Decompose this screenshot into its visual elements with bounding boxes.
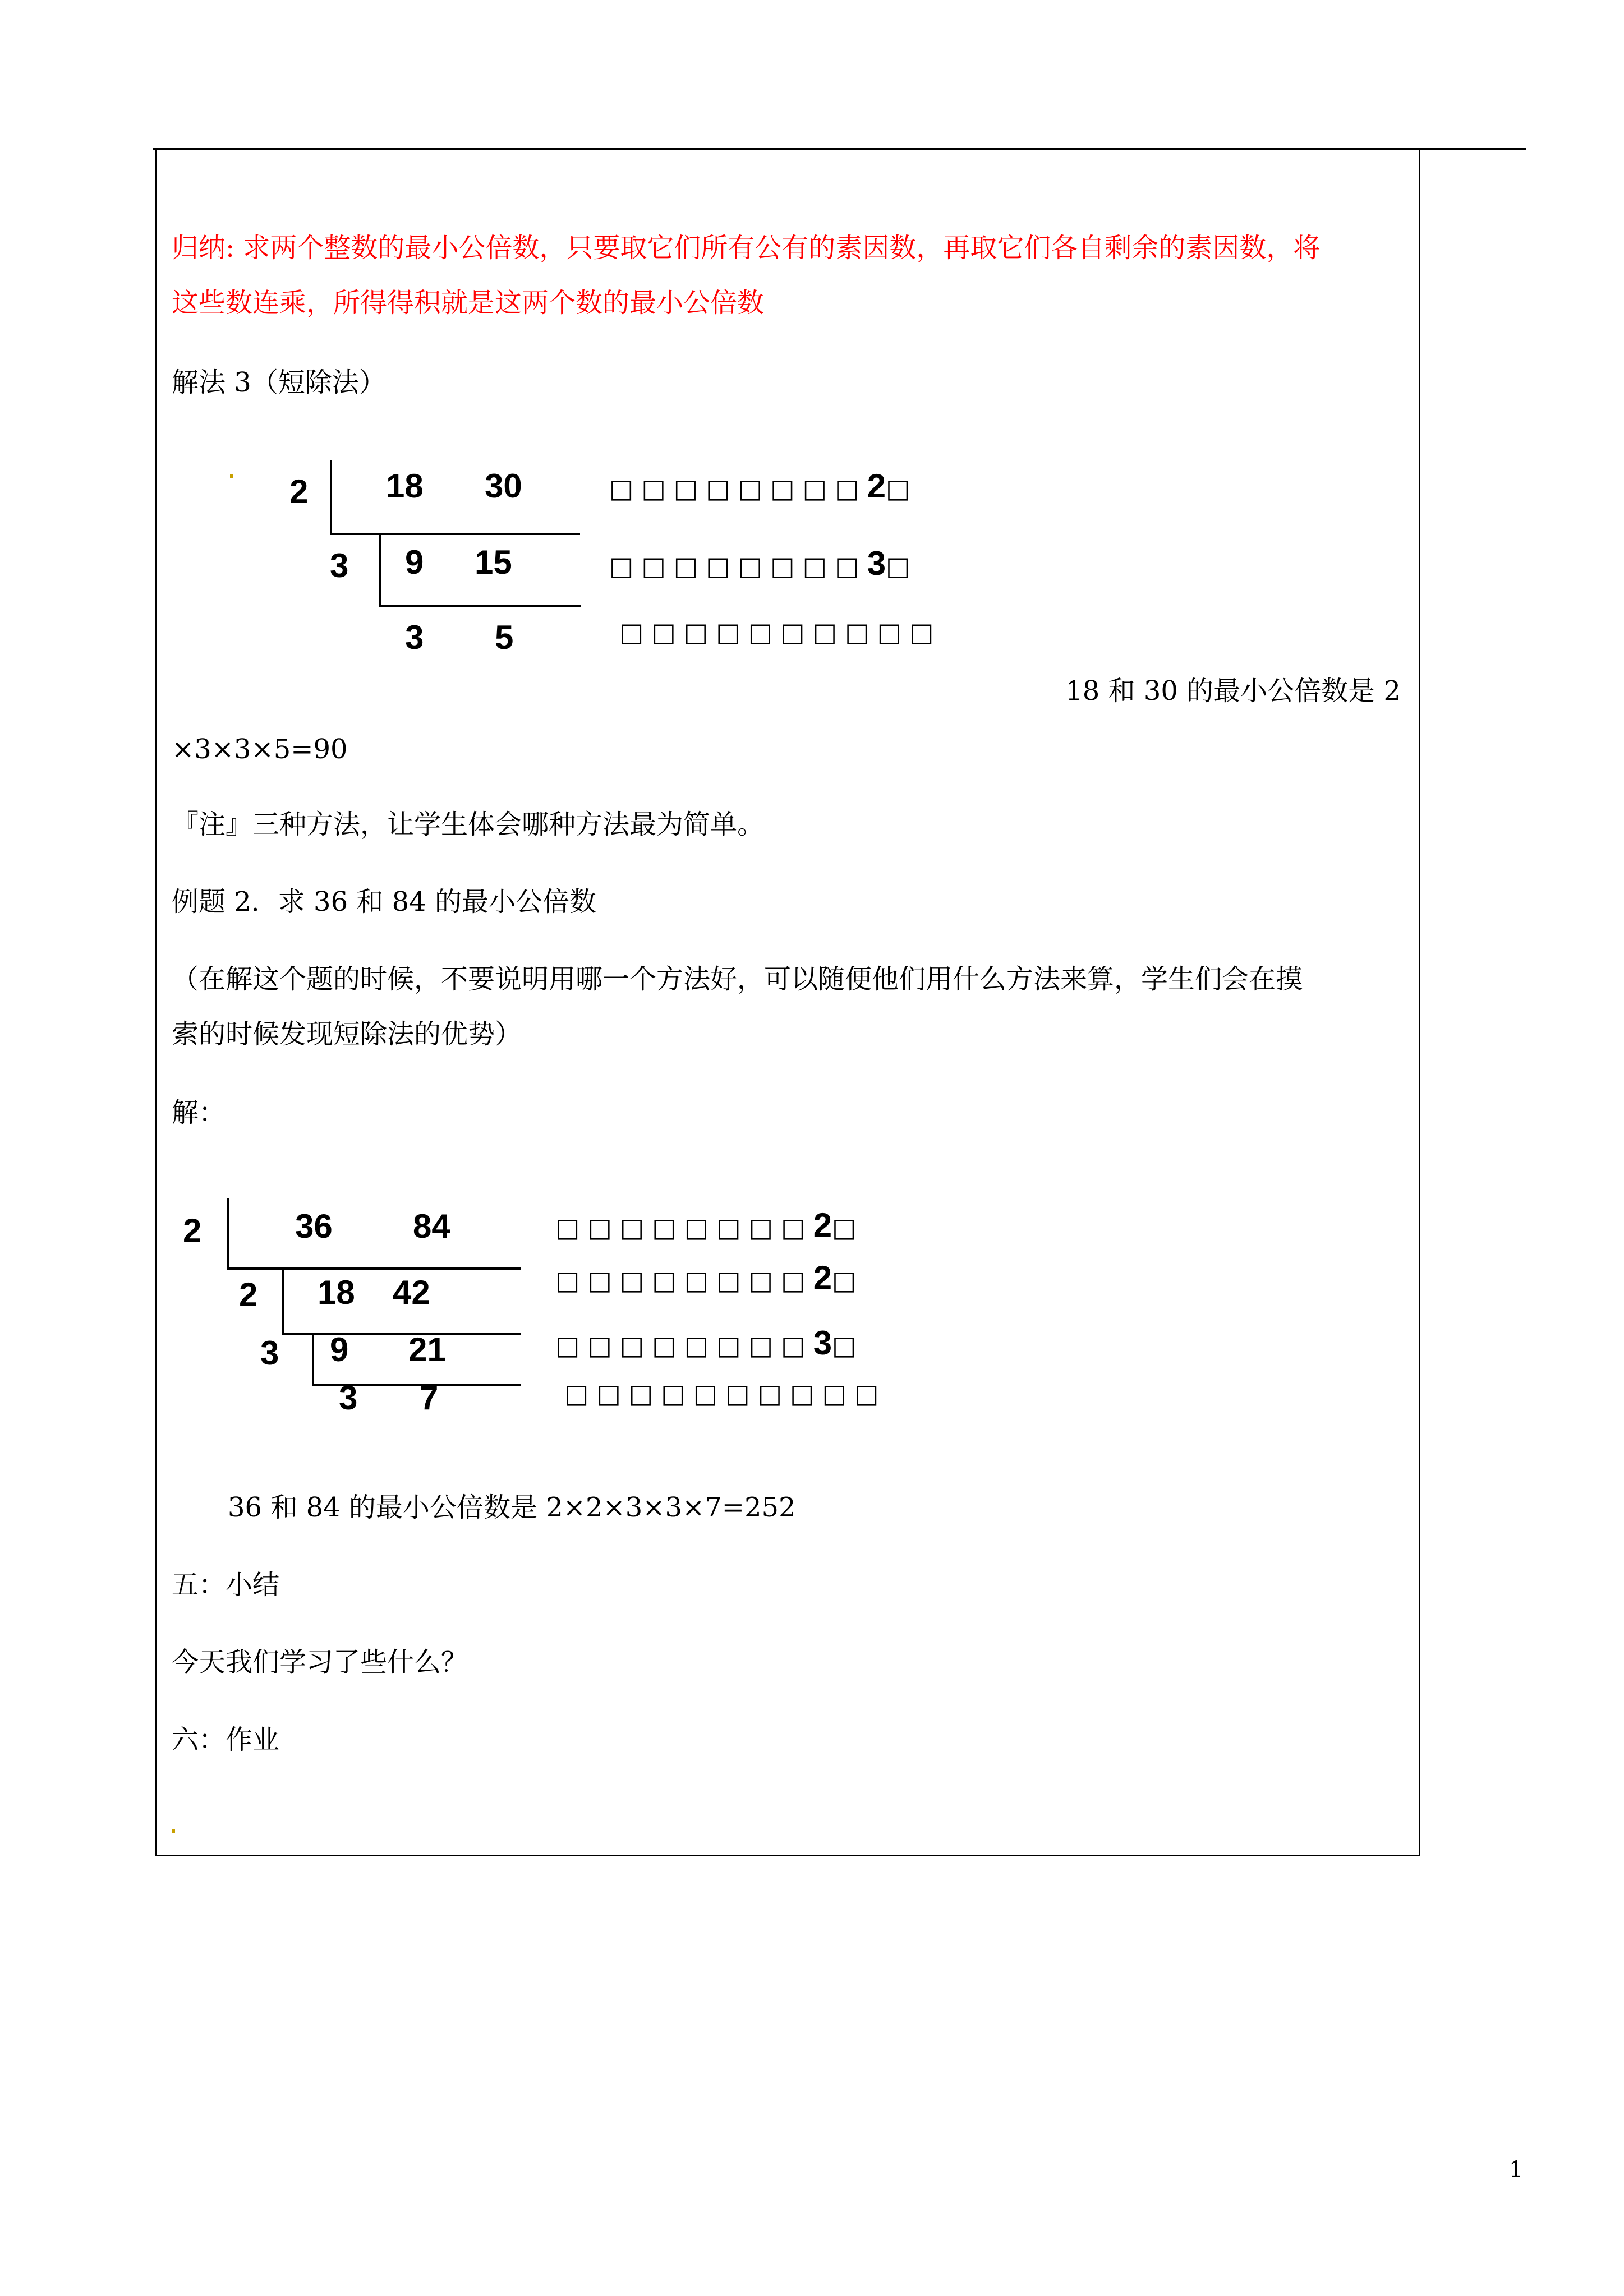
quotient2-b: 7 (420, 1379, 439, 1417)
divisor-1: 2 (289, 473, 309, 510)
section6-heading: 六：作业 (172, 1724, 280, 1755)
content-frame (155, 149, 1420, 1856)
division2-note-2: □□□□□□□□2□ (555, 1259, 864, 1297)
division2-bar-v1 (227, 1198, 229, 1270)
division-bar-h1 (330, 533, 580, 535)
division2-bar-v2 (282, 1269, 284, 1335)
dividend-b-row2: 15 (475, 543, 512, 581)
division-bar-v1 (330, 460, 332, 535)
division2-bar-v3 (312, 1335, 314, 1386)
dividend-a-row1: 18 (386, 467, 424, 505)
hint-line-1: （在解这个题的时候，不要说明用哪一个方法好，可以随便他们用什么方法来算，学生们会在摸 (172, 963, 1303, 995)
division2-note-4: □□□□□□□□□□ (564, 1378, 887, 1409)
divisor2-1: 2 (183, 1212, 202, 1250)
division1-note-2: □□□□□□□□3□ (609, 545, 918, 582)
summary-line-1: 归纳: 求两个整数的最小公倍数，只要取它们所有公有的素因数，再取它们各自剩余的素因数，将 (172, 232, 1321, 264)
section5-heading: 五：小结 (172, 1569, 280, 1601)
solve-label: 解： (172, 1097, 226, 1128)
divisor2-2: 2 (239, 1276, 258, 1313)
dividend-a-row2: 9 (405, 543, 424, 581)
quotient-a: 3 (405, 619, 424, 656)
division2-bar-h2 (282, 1333, 521, 1335)
stray-dot (230, 474, 233, 478)
hint-line-2: 索的时候发现短除法的优势） (172, 1018, 522, 1050)
result2: 36 和 84 的最小公倍数是 2×2×3×3×7=252 (228, 1492, 796, 1523)
note: 『注』三种方法，让学生体会哪种方法最为简单。 (172, 809, 765, 840)
dividend2-b-row3: 21 (408, 1331, 446, 1368)
division2-note-1: □□□□□□□□2□ (555, 1206, 864, 1244)
division2-bar-h1 (227, 1267, 521, 1270)
page-number: 1 (1509, 2157, 1524, 2183)
dividend2-b-row1: 84 (413, 1207, 450, 1245)
division2-note-3: □□□□□□□□3□ (555, 1324, 864, 1362)
dividend2-b-row2: 42 (393, 1274, 430, 1311)
division1-note-1: □□□□□□□□2□ (609, 467, 918, 505)
dividend2-a-row1: 36 (295, 1207, 333, 1245)
dividend2-a-row3: 9 (330, 1331, 349, 1368)
division-bar-h2 (379, 605, 581, 607)
division-bar-v2 (379, 534, 381, 607)
division1-note-3: □□□□□□□□□□ (619, 617, 942, 647)
divisor-2: 3 (330, 547, 349, 584)
method3-title: 解法 3（短除法） (172, 367, 386, 398)
divisor2-3: 3 (260, 1334, 279, 1372)
dividend2-a-row2: 18 (318, 1274, 355, 1311)
dividend-b-row1: 30 (485, 467, 522, 505)
quotient2-a: 3 (339, 1379, 358, 1417)
result1-line-a: 18 和 30 的最小公倍数是 2 (1065, 675, 1401, 707)
stray-dot-bottom (172, 1829, 175, 1833)
summary-line-2: 这些数连乘，所得得积就是这两个数的最小公倍数 (172, 287, 765, 319)
result1-line-b: ×3×3×5=90 (172, 734, 348, 765)
question: 今天我们学习了些什么？ (172, 1647, 468, 1678)
example2: 例题 2．求 36 和 84 的最小公倍数 (172, 886, 596, 918)
quotient-b: 5 (495, 619, 514, 656)
